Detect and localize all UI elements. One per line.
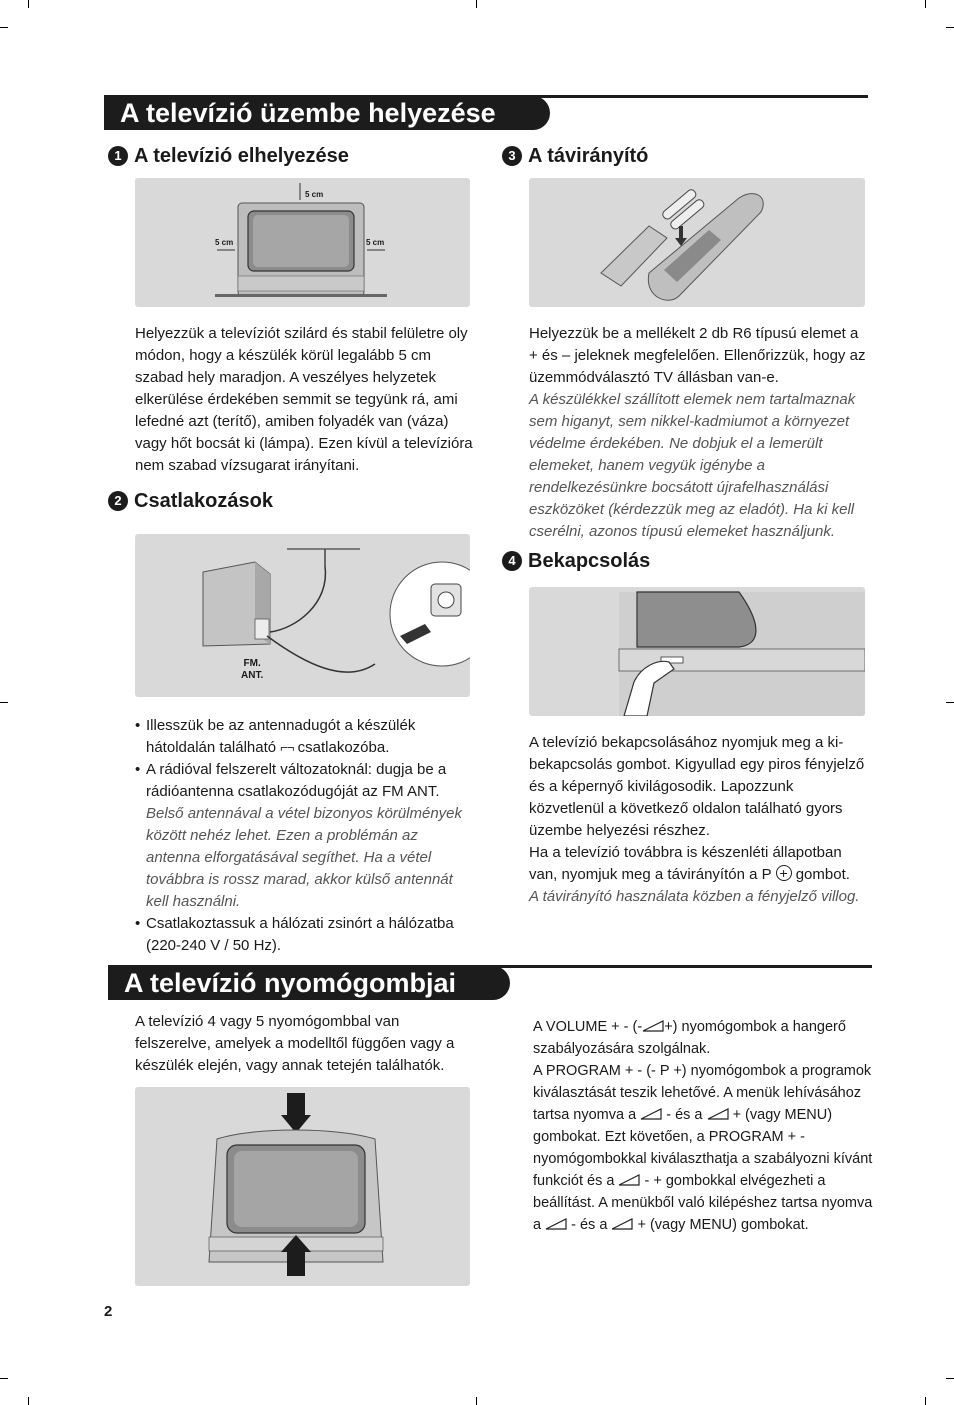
- note: A távirányító használata közben a fényjelző villog.: [529, 888, 860, 905]
- power-heading: 4 Bekapcsolás: [502, 549, 650, 573]
- buttons-intro: A televízió 4 vagy 5 nyomógombbal van felszerelve, amelyek a modelltől függően vagy a készülék elején, vagy annak tetején találhatók.: [135, 1013, 455, 1074]
- crop-mark: [0, 1378, 8, 1379]
- tv-placement-figure: [135, 178, 470, 307]
- volume-icon: [707, 1108, 729, 1120]
- connections-figure: [135, 534, 470, 697]
- section-title: A televízió üzembe helyezése: [104, 96, 550, 130]
- crop-mark: [946, 27, 954, 28]
- volume-icon: [642, 1020, 664, 1032]
- connections-list: [135, 715, 475, 957]
- volume-icon: [545, 1218, 567, 1230]
- power-figure: [529, 587, 865, 716]
- list-item: • Csatlakoztassuk a hálózati zsinórt a hálózatba (220-240 V / 50 Hz).: [135, 913, 475, 957]
- placement-heading: 1 A televízió elhelyezése: [108, 144, 349, 168]
- connections-heading: 2 Csatlakozások: [108, 489, 273, 513]
- placement-text: Helyezzük a televíziót szilárd és stabil felületre oly módon, hogy a készülék körül legalább 5 cm szabad hely maradjon. A veszélyes helyzetek elkerülése érdekében semmit se tegyünk rá, ami lefedné azt (terítő), amiben folyadék van (váza) vagy hőt bocsát ki (lámpa). Ezen kívül a televízióra nem szabad vízsugarat irányítani.: [135, 325, 473, 474]
- step-number: 3: [502, 146, 522, 166]
- crop-mark: [0, 702, 8, 703]
- crop-mark: [0, 27, 8, 28]
- crop-mark: [946, 1378, 954, 1379]
- tv-buttons-figure: [135, 1087, 470, 1286]
- crop-mark: [476, 0, 477, 8]
- volume-icon: [611, 1218, 633, 1230]
- crop-mark: [28, 1397, 29, 1405]
- crop-mark: [925, 0, 926, 8]
- remote-text: Helyezzük be a mellékelt 2 db R6 típusú elemet a + és – jeleknek megfelelően. Ellenőrizzük, hogy az üzemmódválasztó TV állásban van-e. A készülékkel szállított elemek nem tartalmaznak sem higanyt, sem nikkel-kadmiumot a környezet védelme érdekében. Ne dobjuk el a lemerült elemeket, hanem vegyük igénybe a rendelkezésünkre bocsátott újrafelhasználási eszközöket (kérdezzük meg az eladót). Ha ki kell cserélni, azonos típusú elemeket használjunk.: [529, 323, 869, 543]
- plus-button-icon: +: [776, 865, 792, 881]
- clearance-left-label: 5 cm: [215, 238, 234, 247]
- section-title: A televízió nyomógombjai: [108, 966, 510, 1000]
- fm-ant-label: FM. ANT.: [241, 658, 264, 681]
- antenna-socket-icon: ⌐¬: [280, 740, 294, 755]
- clearance-right-label: 5 cm: [366, 238, 385, 247]
- step-number: 1: [108, 146, 128, 166]
- buttons-text: A VOLUME + - (- +) nyomógombok a hangerő szabályozására szolgálnak. A PROGRAM + - (- P +) nyomógombok a programok kiválasztását teszik lehetővé. A menük lehívásához tartsa nyomva a - és a + (vagy MENU) gombokat. Ezt követően, a PROGRAM + - nyomógombokkal kiválaszthatja a szabályozni kívánt funkciót és a - + gombokkal elvégezheti a beállítást. A menükből való kilépéshez tartsa nyomva a - és a + (vagy MENU) gombokat.: [533, 1019, 873, 1233]
- list-item: • Illesszük be az antennadugót a készülék hátoldalán található ⌐¬ csatlakozóba.: [135, 715, 475, 759]
- crop-mark: [476, 1397, 477, 1405]
- note: Belső antennával a vétel bizonyos körülmények között nehéz lehet. Ezen a problémán az antenna elforgatásával segíthet. Ha a vétel továbbra is rossz marad, akkor külső antennát kell használni.: [146, 805, 463, 910]
- volume-icon: [640, 1108, 662, 1120]
- step-number: 2: [108, 491, 128, 511]
- remote-heading: 3 A távirányító: [502, 144, 648, 168]
- crop-mark: [925, 1397, 926, 1405]
- note: A készülékkel szállított elemek nem tartalmaznak sem higanyt, sem nikkel-kadmiumot a környezet védelme érdekében. Ne dobjuk el a lemerült elemeket, hanem vegyük igénybe a rendelkezésünkre bocsátott újrafelhasználási eszközöket (kérdezzük meg az eladót). Ha ki kell cserélni, azonos típusú elemeket használjunk.: [529, 391, 856, 540]
- crop-mark: [28, 0, 29, 8]
- page-number: 2: [104, 1303, 113, 1320]
- crop-mark: [946, 702, 954, 703]
- clearance-top-label: 5 cm: [305, 190, 324, 199]
- step-number: 4: [502, 551, 522, 571]
- list-item: • A rádióval felszerelt változatoknál: dugja be a rádióantenna csatlakozódugóját az FM ANT. Belső antennával a vétel bizonyos körülmények között nehéz lehet. Ezen a problémán az antenna elforgatásával segíthet. Ha a vétel továbbra is rossz marad, akkor külső antennát kell használni.: [135, 759, 475, 913]
- remote-figure: [529, 178, 865, 307]
- volume-icon: [618, 1174, 640, 1186]
- power-text: A televízió bekapcsolásához nyomjuk meg a ki-bekapcsolás gombot. Kigyullad egy piros fényjelző és a képernyő kivilágosodik. Lapozzunk közvetlenül a következő oldalon található gyors üzembe helyezési részhez. Ha a televízió továbbra is készenléti állapotban van, nyomjuk meg a távirányítón a P + gombot. A távirányító használata közben a fényjelző villog.: [529, 732, 869, 908]
